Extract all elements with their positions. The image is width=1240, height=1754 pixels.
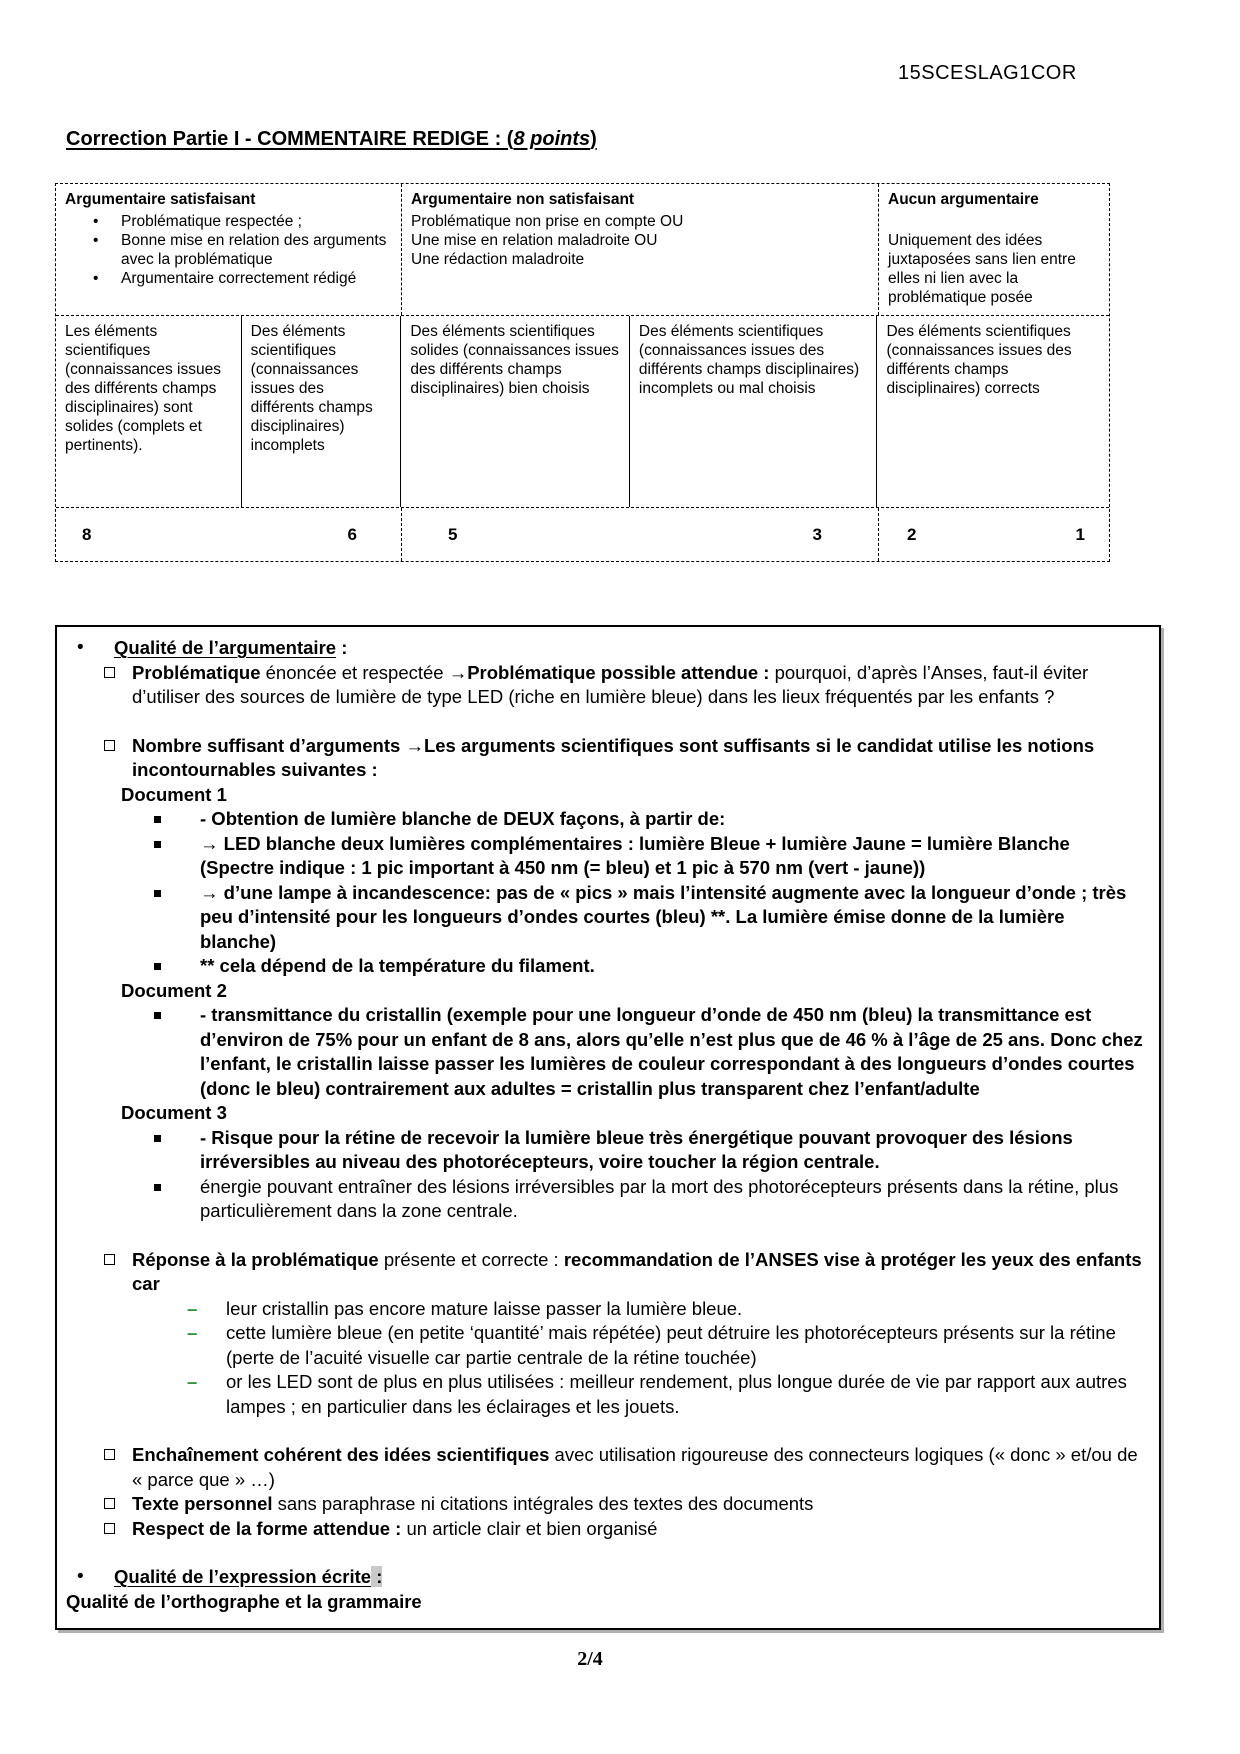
text-segment: Texte personnel: [132, 1493, 278, 1514]
list-item-text: Bonne mise en relation des arguments avec la problématique: [121, 232, 387, 268]
content-line: [57, 1321, 1145, 1370]
score-value: 2: [907, 525, 917, 544]
bullet-icon: •: [77, 637, 84, 658]
square-bullet-icon: [154, 890, 161, 897]
content-line: [57, 1443, 1145, 1492]
cell-line: Problématique non prise en compte OU: [411, 213, 684, 230]
list-item: [65, 231, 392, 269]
spacer: [888, 212, 1100, 231]
content-line: [57, 807, 1145, 832]
cell-title: Aucun argumentaire: [888, 191, 1039, 208]
text-segment: Document 1: [121, 783, 227, 805]
bullet-icon: •: [93, 213, 99, 230]
content-line: [57, 1492, 1145, 1517]
title-suffix: ): [590, 128, 597, 150]
table-cell-argumentaire-non-satisfaisant: [402, 184, 879, 315]
table-cell-criteria: Des éléments scientifiques (connaissances issues des différents champs disciplinaires) incomplets ou mal choisis: [630, 316, 878, 507]
bullet-icon: •: [93, 270, 99, 287]
dash-icon: –: [187, 1371, 198, 1392]
cell-title: Argumentaire satisfaisant: [65, 191, 256, 208]
text-segment: recommandation de l’ANSES vise à protéger les yeux des enfants car: [132, 1248, 1142, 1294]
title-prefix: Correction Partie I - COMMENTAIRE REDIGE : (: [66, 128, 514, 150]
content-line: [57, 1248, 1145, 1297]
blank-line: [57, 1224, 1145, 1248]
blank-line: [57, 1419, 1145, 1443]
text-segment: - transmittance du cristallin (exemple pour une longueur d’onde de 450 nm (bleu) la transmittance est d’environ de 75% pour un enfant de 8 ans, alors qu’elle n’est plus que de 46 % à l’âge de 25 ans. Donc chez l’enfant, le cristallin laisse passer les lumières de couleur correspondant à des longueurs d’ondes courtes (donc le bleu) contrairement aux adultes = cristallin plus transparent chez l’enfant/adulte: [200, 1004, 1143, 1099]
list-item: [65, 269, 392, 288]
table-cell-aucun-argumentaire: [879, 184, 1109, 315]
table-header-row: [56, 184, 1109, 315]
text-segment: présente et correcte :: [383, 1248, 564, 1270]
content-line: [57, 881, 1145, 955]
text-segment: énoncée et respectée: [265, 661, 449, 683]
list-item-text: Problématique respectée ;: [121, 213, 302, 230]
content-line: [57, 1590, 1145, 1615]
score-value: 3: [812, 525, 822, 544]
text-segment: Document 3: [121, 1102, 227, 1123]
content-line: [57, 1003, 1145, 1101]
text-segment: Réponse à la problématique: [132, 1248, 384, 1270]
checkbox-icon: [104, 1254, 115, 1265]
table-cell-scores: [56, 508, 402, 561]
text-segment: pourquoi, d’après l’Anses, faut-il éviter d’utiliser des sources de lumière de type LED (riche en lumière bleue) dans les lieux fréquentés par les enfants ?: [132, 661, 1089, 707]
text-segment: sans paraphrase ni citations intégrales des textes des documents: [277, 1493, 814, 1514]
content-line: [57, 661, 1145, 710]
main-content-box: [55, 625, 1161, 1630]
text-segment: Qualité de l’argumentaire: [114, 637, 337, 658]
checkbox-icon: [104, 1523, 115, 1534]
content-line: [57, 954, 1145, 979]
title-points: 8 points: [513, 128, 591, 150]
square-bullet-icon: [154, 963, 161, 970]
square-bullet-icon: [154, 841, 161, 848]
content-line: [57, 1101, 1145, 1126]
table-cell-criteria: Des éléments scientifiques (connaissances issues des différents champs disciplinaires) corrects: [886, 323, 1072, 397]
text-segment: énergie pouvant entraîner des lésions irréversibles par la mort des photorécepteurs présents dans la rétine, plus particulièrement dans la zone centrale.: [200, 1175, 1119, 1221]
bullet-icon: •: [93, 232, 99, 249]
square-bullet-icon: [154, 1012, 161, 1019]
checkbox-icon: [104, 1498, 115, 1509]
square-bullet-icon: [154, 1135, 161, 1142]
list-item-text: Argumentaire correctement rédigé: [121, 270, 357, 287]
table-cell-criteria: Des éléments scientifiques solides (connaissances issues des différents champs disciplinaires) bien choisis: [401, 316, 630, 507]
blank-line: [57, 1541, 1145, 1565]
list-item: [65, 212, 392, 231]
table-cell-criteria: Des éléments scientifiques (connaissances issues des différents champs disciplinaires) incomplets: [242, 316, 402, 507]
table-cell-scores: [879, 508, 1109, 561]
content-line: [57, 783, 1145, 808]
text-segment: un article clair et bien organisé: [406, 1517, 658, 1539]
text-segment: :: [336, 637, 348, 658]
checkbox-icon: [104, 667, 115, 678]
text-segment: → LED blanche deux lumières complémentaires : lumière Bleue + lumière Jaune = lumière Blanche (Spectre indique : 1 pic important à 450 nm (= bleu) et 1 pic à 570 nm (vert - jaune)): [200, 832, 1070, 878]
score-value: 1: [1075, 525, 1085, 544]
cell-line: Une rédaction maladroite: [411, 251, 585, 268]
page-title: [66, 128, 597, 151]
table-score-row: [56, 507, 1109, 561]
table-criteria-row: [56, 315, 1109, 507]
table-cell-scores: [402, 508, 879, 561]
text-segment: Qualité de l’expression écrite: [114, 1566, 372, 1587]
text-segment: avec utilisation rigoureuse des connecteurs logiques (« donc » et/ou de « parce que » …): [132, 1444, 1138, 1490]
text-segment: Document 2: [121, 979, 227, 1001]
score-value: 6: [347, 525, 357, 544]
content-line: [57, 1126, 1145, 1175]
content-line: [57, 979, 1145, 1004]
bullet-icon: •: [77, 1566, 84, 1587]
text-segment: Nombre suffisant d’arguments: [132, 734, 406, 756]
content-line: [57, 1297, 1145, 1322]
text-segment: - Risque pour la rétine de recevoir la lumière bleue très énergétique pouvant provoquer des lésions irréversibles au niveau des photorécepteurs, voire toucher la région centrale.: [200, 1126, 1073, 1172]
text-segment: Respect de la forme attendue :: [132, 1517, 407, 1539]
checkbox-icon: [104, 740, 115, 751]
cell-title: Argumentaire non satisfaisant: [411, 191, 635, 208]
content-line: [57, 734, 1145, 783]
text-segment: Enchaînement cohérent des idées scientifiques: [132, 1444, 555, 1465]
square-bullet-icon: [154, 816, 161, 823]
text-segment: - Obtention de lumière blanche de DEUX façons, à partir de:: [200, 808, 726, 829]
dash-icon: –: [187, 1322, 198, 1343]
text-segment: or les LED sont de plus en plus utilisées : meilleur rendement, plus longue durée de vie par rapport aux autres lampes ; en particulier dans les éclairages et les jouets.: [226, 1371, 1127, 1417]
square-bullet-icon: [154, 1184, 161, 1191]
score-value: 5: [448, 525, 458, 544]
table-cell-argumentaire-satisfaisant: [56, 184, 402, 315]
page-number: 2/4: [577, 1648, 603, 1670]
content-line: [57, 1565, 1145, 1590]
text-segment: cette lumière bleue (en petite ‘quantité’ mais répétée) peut détruire les photorécepteurs présents sur la rétine (perte de l’acuité visuelle car partie centrale de la rétine touchée): [226, 1322, 1116, 1368]
text-segment: Qualité de l’orthographe et la grammaire: [66, 1590, 422, 1612]
doc-reference: 15SCESLAG1COR: [898, 62, 1077, 84]
content-line: [57, 832, 1145, 881]
checkbox-icon: [104, 1449, 115, 1460]
dash-icon: –: [187, 1297, 198, 1319]
score-value: 8: [82, 525, 92, 544]
content-line: [57, 1517, 1145, 1542]
content-line: [57, 1175, 1145, 1224]
grading-table: [55, 183, 1110, 562]
table-cell-criteria: Les éléments scientifiques (connaissances issues des différents champs disciplinaires) sont solides (complets et pertinents).: [56, 316, 242, 507]
blank-line: [57, 710, 1145, 734]
text-segment: ** cela dépend de la température du filament.: [200, 955, 595, 976]
text-segment: leur cristallin pas encore mature laisse passer la lumière bleue.: [226, 1297, 743, 1319]
text-segment: →Problématique possible attendue :: [448, 661, 775, 683]
text-segment: Problématique: [132, 661, 266, 683]
text-segment: :: [371, 1566, 383, 1587]
text-segment: →Les arguments scientifiques sont suffisants si le candidat utilise les notions incontournables suivantes :: [132, 734, 1095, 780]
cell-line: Une mise en relation maladroite OU: [411, 232, 658, 249]
text-segment: → d’une lampe à incandescence: pas de « pics » mais l’intensité augmente avec la longueur d’onde ; très peu d’intensité pour les longueurs d’ondes courtes (bleu) **. La lumière émise donne de la lumière blanche): [200, 881, 1127, 952]
cell-line: Uniquement des idées juxtaposées sans lien entre elles ni lien avec la problématique posée: [888, 232, 1076, 306]
content-line: [57, 636, 1145, 661]
content-line: [57, 1370, 1145, 1419]
